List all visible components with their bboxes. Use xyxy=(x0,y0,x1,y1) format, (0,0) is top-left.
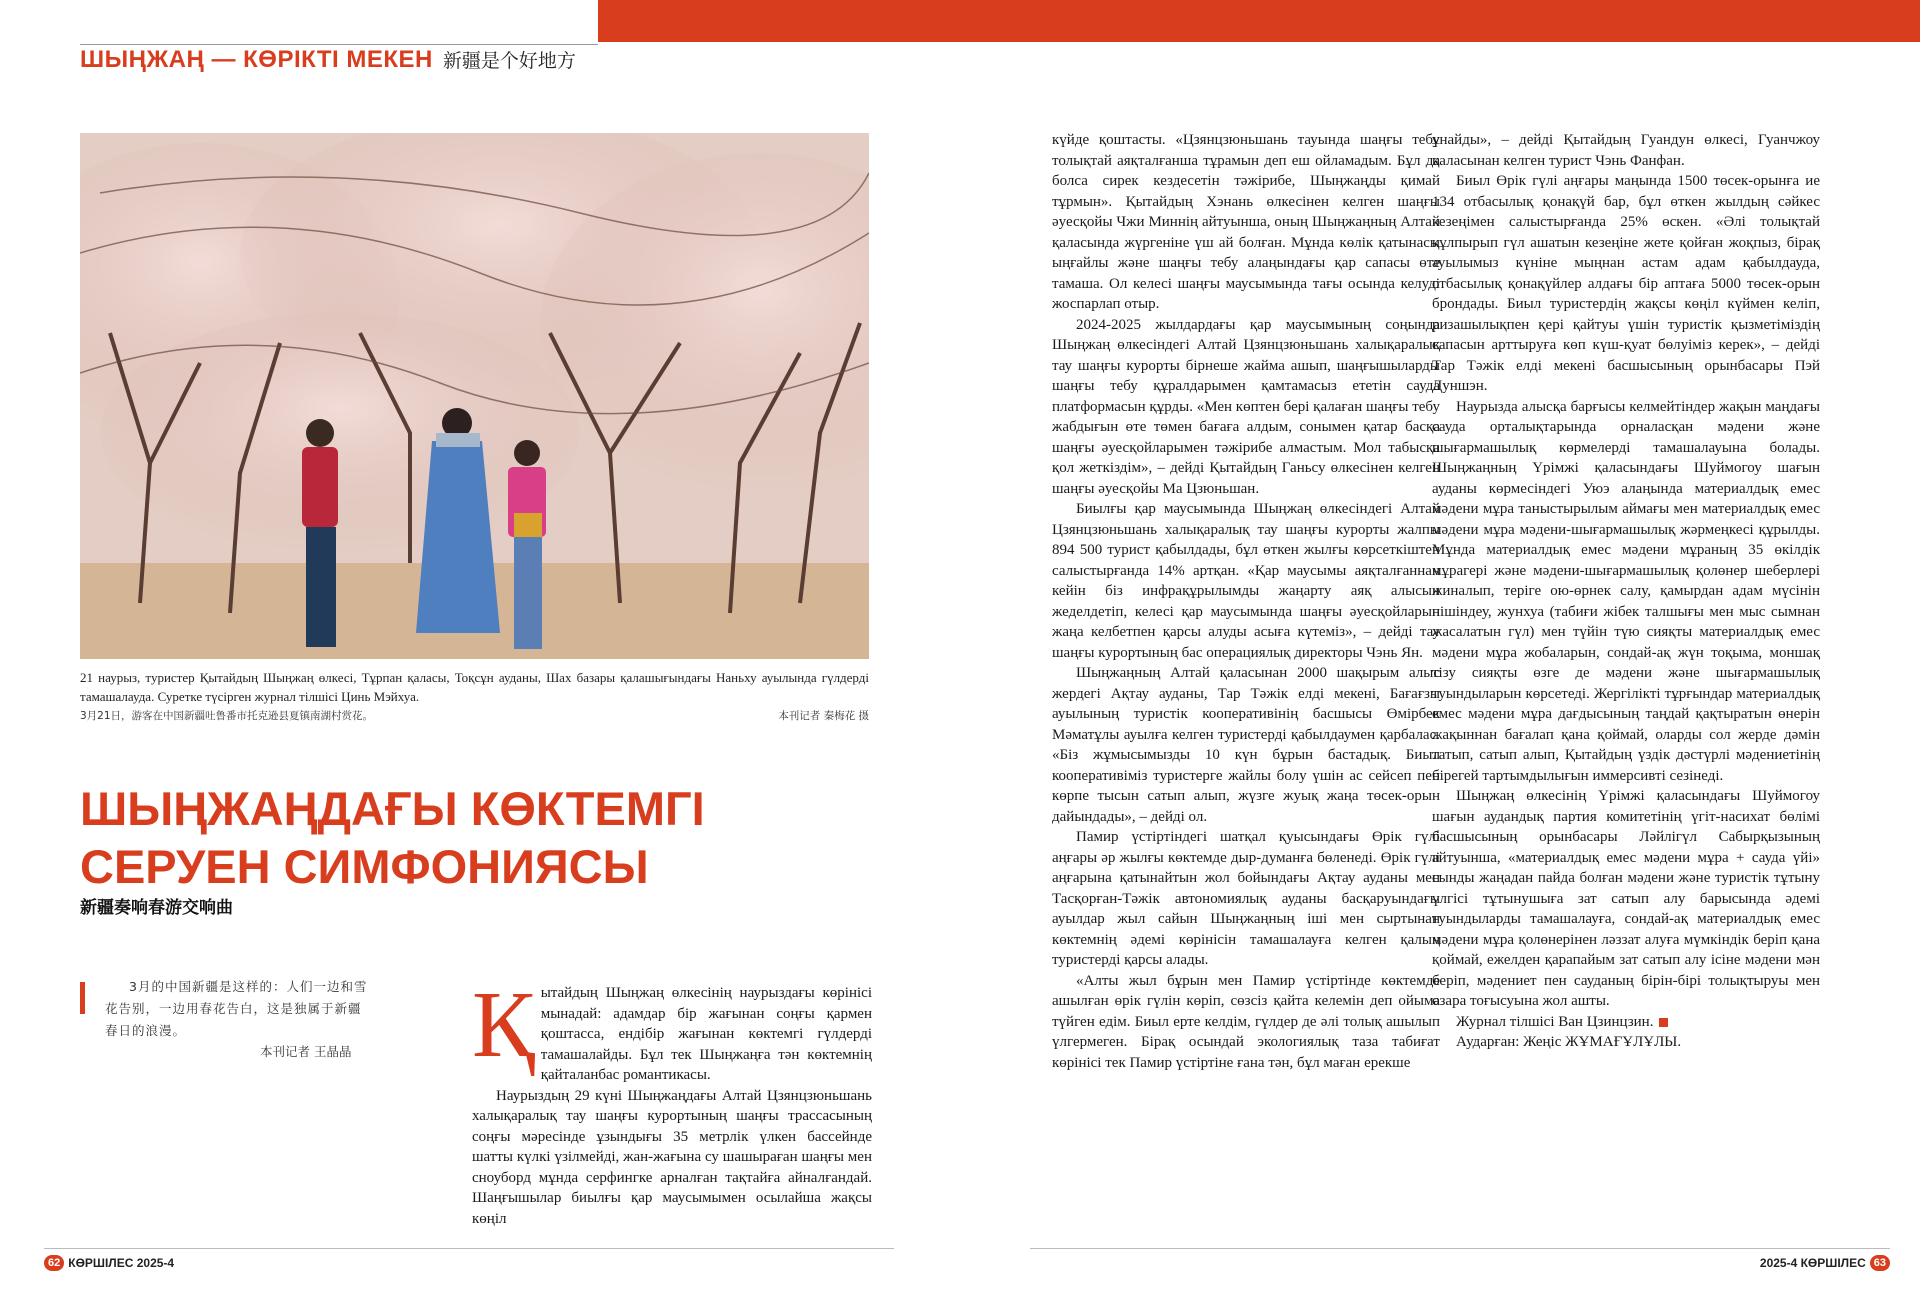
author-name: Журнал тілшісі Ван Цзинцзин. xyxy=(1456,1013,1654,1030)
drop-cap: Қ xyxy=(472,973,535,1077)
person-left xyxy=(302,419,338,647)
footer-label-right: 2025-4 КӨРШІЛЕС xyxy=(1759,1256,1866,1270)
lead-paragraph-zh xyxy=(105,976,369,1042)
footer-left xyxy=(44,1255,174,1271)
header-rule xyxy=(80,44,598,45)
footer-label-left: КӨРШІЛЕС 2025-4 xyxy=(68,1256,175,1270)
page-number-left: 62 xyxy=(44,1255,64,1271)
paragraph: Биыл Өрік гүлі аңғары маңында 1500 төсек-орынға ие 134 отбасылық қонақүй бар, бұл өткен жылдың сәйкес кезеңімен салыстырғанда 25% өскен. «Әлі толықтай құлпырып гүл ашатын кезеңіне жете қойған жоқпыз, бірақ ауылымыз күніне мыңнан астам адам қабылдауда, отбасылық қонақүйлер алдағы бір аптаға 5000 төсек-орын брондады. Биыл туристердің жақсы көңіл күймен келіп, ризашылықпен қері қайтуы үшін туристік қызметіміздің сапасын арттыруға көп күш-қуат бөлуіміз керек», – дейді Тар Тәжік елді мекені басшысының орынбасары Пэй Дуншэн. xyxy=(1432,173,1820,394)
footer-rule-left xyxy=(44,1248,894,1249)
paragraph: 2024-2025 жылдардағы қар маусымының соңында Шыңжаң өлкесіндегі Алтай Цзянцзюньшань халықаралық тау шаңғы курорты бірнеше жайма ашып, шаңғышыларды шаңғы тебу құралдарымен қамтамасыз ететін сауда платформасын құрды. «Мен көптен бері қалаған шаңғы тебу жабдығын өте төмен бағаға алдым, сонымен қатар басқа шаңғы әуесқойларымен тәжірибе алмастым. Мол табысқа қол жеткіздім», – дейді Қытайдың Ганьсу өлкесінен келген шаңғы әуесқойы Ма Цзюньшан. xyxy=(1052,316,1440,497)
paragraph: ытайдың Шыңжаң өлкесінің наурыздағы көрінісі мынадай: адамдар бір жағынан соңғы қармен қоштасса, ендібір жағынан көктемгі гүлдерді тамашалайды. Бұл тек Шыңжаңға тән көктемнің қайталанбас романтикасы. xyxy=(540,985,872,1083)
article-subtitle-zh: 新疆奏响春游交响曲 xyxy=(80,898,233,918)
article-column-1 xyxy=(472,973,872,1229)
paragraph: «Алты жыл бұрын мен Памир үстіртінде көктемде ашылған өрік гүлін көріп, сөзсіз қайта келемін деп ойыма түйген едім. Биыл ерте келдім, гүлдер де әлі толық ашылып үлгермеген. Бірақ осындай экологиялық таза табиғат көрінісі тек Памир үстіртіне ғана тән, бұл маған ерекше xyxy=(1052,972,1440,1071)
paragraph: Наурыздың 29 күні Шыңжаңдағы Алтай Цзянцзюньшань халықаралық тау шаңғы курортының шаңғы трассасының соңғы мәресінде ұзындығы 35 метрлік үлкен бассейнде шатты күлкі үзілмейді, жан-жағына су шашыраған шаңғы мен сноуборд мұнда серфингке арналған тақтайға айналғандай. Шаңғышылар биылғы қар маусымымен осылайша жақсы көңіл xyxy=(472,1087,872,1227)
section-title-kk: ШЫҢЖАҢ — КӨРІКТІ МЕКЕН xyxy=(80,46,433,73)
lead-author: 本刊记者 王晶晶 xyxy=(260,1044,352,1059)
photo-credit: 本刊记者 秦梅花 摄 xyxy=(778,710,869,722)
article-column-2 xyxy=(1052,130,1440,1073)
translator-line: Аударған: Жеңіс ЖҰМАҒҰЛҰЛЫ. xyxy=(1456,1034,1682,1050)
page-number-right: 63 xyxy=(1870,1255,1890,1271)
paragraph: күйде қоштасты. «Цзянцзюньшань тауында шаңғы тебу толықтай аяқталғанша тұрамын деп еш ойламадым. Бұл да болса сирек кездесетін тәжірибе, Шыңжаңды қимай тұрмын». Қытайдың Хэнань өлкесінен келген шаңғы әуесқойы Чжи Миннің айтуынша, оның Шыңжаңның Алтай қаласында жүргеніне үш ай болған. Мұнда көлік қатынасы ыңғайлы және шаңғы тебу алаңындағы қар сапасы өте тамаша. Ол келесі шаңғы маусымында тағы осында келуді жоспарлап отыр. xyxy=(1052,132,1440,312)
photo-illustration xyxy=(80,133,869,659)
footer-right xyxy=(1760,1255,1890,1271)
paragraph: ұнайды», – дейді Қытайдың Гуандун өлкесі, Гуанчжоу қаласынан келген турист Чэнь Фанфан. xyxy=(1432,132,1820,169)
lead-text: 3月的中国新疆是这样的：人们一边和雪花告别，一边用春花告白，这是独属于新疆春日的浪漫。 xyxy=(105,979,368,1038)
paragraph: Памир үстіртіндегі шатқал қуысындағы Өрік гүлі аңғары әр жылғы көктемде дыр-думанға бөленеді. Өрік гүлі аңғарына қатынайтын жол бойындағы Ақтау ауданы мен Тасқорған-Тәжік автономиялық ауданы басқаруындағы ауылдар жыл сайын Шыңжаңның іші мен сыртынан көктемнің әдемі көрінісін тамашалауға келген қалың туристерді қарсы алады. xyxy=(1052,829,1440,968)
section-title-zh: 新疆是个好地方 xyxy=(442,50,576,72)
photo-caption: 21 наурыз, туристер Қытайдың Шыңжаң өлкесі, Тұрпан қаласы, Тоқсұн ауданы, Шах базары қалашығындағы Наньху ауылында гүлдерді тамашалауда. Суретке түсірген журнал тілшісі Цинь Мэйхуа. xyxy=(80,670,869,704)
article-photo xyxy=(80,133,869,659)
lead-accent-bar xyxy=(80,982,85,1014)
paragraph: Наурызда алысқа барғысы келмейтіндер жақын маңдағы сауда орталықтарында орналасқан мәдени және шығармашылық көрмелерді тамашалауына болады. Шыңжаңның Үрімжі қаласындағы Шуймогоу шағын ауданы көрмесіндегі Уюэ алаңында материалдық емес мәдени мұра таныстырылым аймағы мен материалдық емес мәдени мұра мәдени-шығармашылық жәрмеңкесі құрылды. Мұнда материалдық емес мәдени мұраның 35 өкілдік мұрагері және мәдени-шығармашылық қолөнер шеберлері жиналып, теріге ою-өрнек салу, қамырдан адам мүсінін пішіндеу, жунхуа (табиғи жібек талшығы мен мыс сымнан жасалатын гүл) мен түйін түю сияқты материалдық емес мәдени мұра жобаларын, сондай-ақ жүн тоқыма, моншақ тізу сияқты өзге де мәдени және шығармашылық туындыларын көрсетеді. Жергілікті тұрғындар материалдық емес мәдени мұра дағдысының таңдай қақтыратын өнерін жақыннан бағалап қана қоймай, оларды сол жерде дәмін татып, сатып алып, Қытайдың үздік дәстүрлі мәдениетінің бірегей тартымдылығын иммерсивті сезінеді. xyxy=(1432,398,1820,784)
article-title: ШЫҢЖАҢДАҒЫ КӨКТЕМГІ СЕРУЕН СИМФОНИЯСЫ xyxy=(80,782,705,893)
section-header xyxy=(80,46,576,78)
paragraph: Биылғы қар маусымында Шыңжаң өлкесіндегі Алтай Цзянцзюньшань халықаралық тау шаңғы курорты жалпы 894 500 турист қабылдады, бұл өткен жылғы көрсеткіштен салыстырғанда 14% артқан. «Қар маусымы аяқталғаннан кейін біз инфрақұрылымды жаңарту аяқ алысын жеделдетіп, келесі қар маусымында шаңғы әуесқойларын жаңа келбетпен қарсы алуды асыға күтеміз», – дейді тау шаңғы курортының бас операциялық директоры Чэнь Ян. xyxy=(1052,501,1440,661)
photo-caption-zh xyxy=(80,708,869,728)
photo-caption-zh-text: 3月21日，游客在中国新疆吐鲁番市托克逊县夏镇南湖村赏花。 xyxy=(80,710,374,722)
paragraph: Шыңжаң өлкесінің Үрімжі қаласындағы Шуймогоу шағын аудандық партия комитетінің үгіт-насихат бөлімі басшысының орынбасары Ләйлігүл Сабырқызының айтуынша, «материалдық емес мәдени мұра + сауда үйі» сынды жаңадан пайда болған мәдени және туристік тұтыну үлгісі тұтынушыға зат сатып алу барысында әдемі туындыларды тамашалауға, сондай-ақ материалдық емес мәдени мұра қолөнерінен ләззат алуға мүмкіндік беріп қана қоймай, ежелден қарапайым зат сатып алу ісіне мәдени мән беріп, мәдениет пен сауданың бірін-бірі толықтыруы мен өзара тоғысуына жол ашты. xyxy=(1432,788,1820,1009)
footer-rule-right xyxy=(1030,1248,1890,1249)
end-mark-icon xyxy=(1659,1018,1668,1027)
article-column-3 xyxy=(1432,130,1820,1053)
top-accent-bar xyxy=(598,0,1920,42)
paragraph: Шыңжаңның Алтай қаласынан 2000 шақырым алыс жердегі Ақтау ауданы, Тар Тәжік елді мекені, Бағағзы ауылының туристік кооперативінің басшысы Өмірбек Мәматұлы ауылға келген туристерді қабылдаумен қарбалас. «Біз жұмысымызды 10 күн бұрын бастадық. Биыл кооперативіміз туристерге жайлы болу үшін ас сейсеп пен көрпе тысын сатып алып, жүзге жуық жаңа төсек-орын дайындады», – дейді ол. xyxy=(1052,665,1440,825)
author-line xyxy=(1432,1012,1820,1033)
